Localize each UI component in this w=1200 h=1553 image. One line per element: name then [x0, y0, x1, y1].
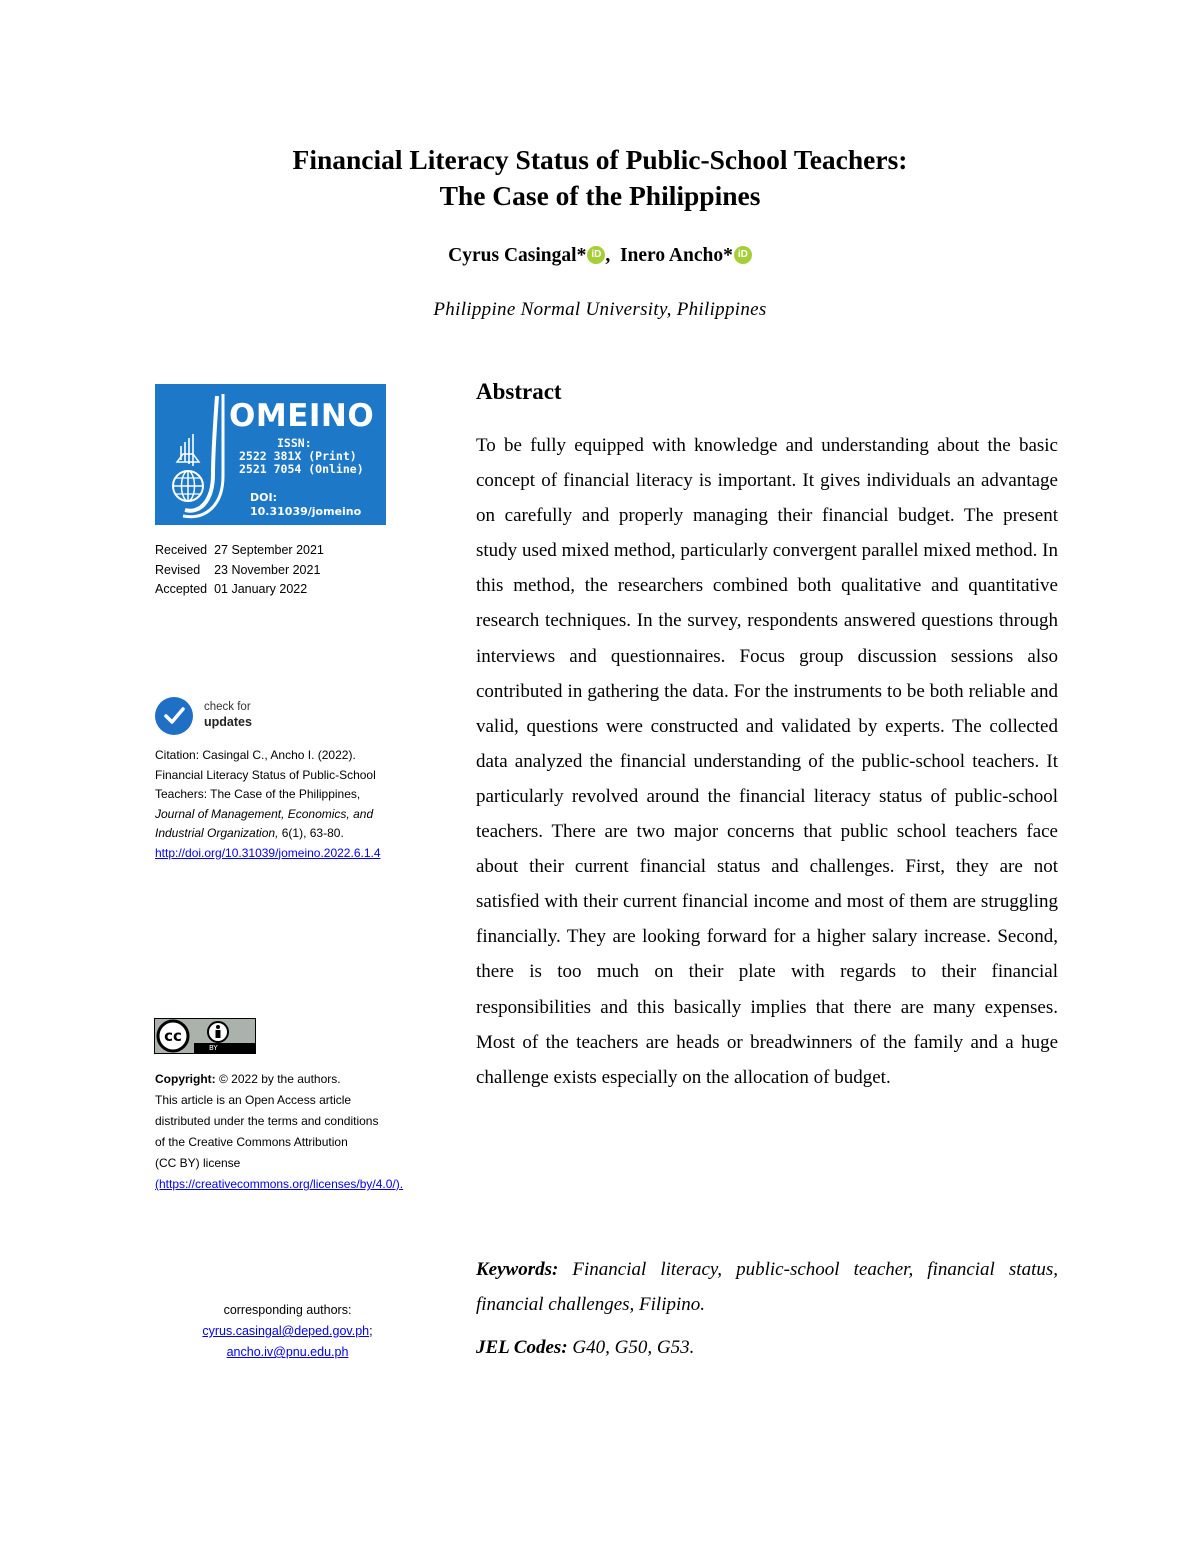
checkmark-icon: [155, 697, 193, 735]
jel-codes: [476, 1333, 1058, 1363]
check-for-updates-badge[interactable]: [155, 697, 275, 739]
author-name-2: Inero Ancho*: [619, 245, 733, 266]
email-link-2[interactable]: ancho.iv@pnu.edu.ph: [226, 1345, 349, 1359]
keywords-text: Financial literacy, public-school teacher, financial status, financial challenges, Filipino.: [476, 1259, 1058, 1315]
keywords: [476, 1252, 1058, 1322]
revised-label: Revised: [155, 562, 201, 577]
citation-block: [155, 746, 455, 863]
received-date: 27 September 2021: [214, 543, 324, 557]
revised-date: 23 November 2021: [214, 562, 321, 577]
journal-logo-doi: DOI: 10.31039/jomeino: [250, 491, 362, 518]
license-line5: (CC BY) license: [155, 1156, 241, 1170]
cc-by-license-badge[interactable]: [154, 1018, 256, 1054]
issn-label: ISSN:: [277, 436, 312, 450]
article-dates: [155, 541, 395, 600]
license-line2: This article is an Open Access article: [155, 1093, 352, 1107]
journal-logo: [155, 384, 386, 525]
citation-prefix: Citation: Casingal C., Ancho I. (2022).: [155, 748, 356, 762]
accepted-date-row: [155, 580, 395, 600]
jel-label: JEL Codes:: [476, 1337, 568, 1358]
corresponding-label: corresponding authors:: [223, 1303, 352, 1317]
abstract-heading: Abstract: [476, 379, 562, 404]
abstract-body: To be fully equipped with knowledge and understanding about the basic concept of financial literacy is important. It gives individuals an advantage on carefully and properly managing their financial budget. The present study used mixed method, particularly convergent parallel mixed method. In this method, the researchers combined both qualitative and quantitative research techniques. In the survey, respondents answered questions through interviews and questionnaires. Focus group discussion sessions also contributed in gathering the data. For the instruments to be both reliable and valid, questions were constructed and validated by experts. The collected data analyzed the financial understanding of the public-school teachers. It particularly revolved around the financial literacy status of public-school teachers. There are two major concerns that public school teachers face about their current financial status and challenges. First, they are not satisfied with their current financial income and most of them are struggling financially. They are looking forward for a higher salary increase. Second, there is too much on their plate with regards to their financial responsibilities and this basically implies that there are many expenses. Most of the teachers are heads or breadwinners of the family and a huge challenge exists especially on the allocation of budget.: [476, 435, 1058, 1088]
accepted-date: 01 January 2022: [214, 582, 308, 596]
check-for-label: check for: [204, 701, 251, 713]
paper-title-line1: Financial Literacy Status of Public-School Teachers:: [292, 144, 908, 175]
citation-doi-link[interactable]: http://doi.org/10.31039/jomeino.2022.6.1.4: [155, 845, 381, 860]
accepted-label: Accepted: [155, 582, 208, 596]
updates-label: updates: [204, 715, 252, 729]
copyright-text: © 2022 by the authors.: [219, 1072, 341, 1086]
keywords-label: Keywords:: [476, 1259, 559, 1280]
citation-journal-part2: Industrial Organization,: [155, 826, 279, 840]
email-separator: ;: [369, 1324, 373, 1338]
journal-logo-issn: [239, 437, 364, 476]
citation-title-part1: Financial Literacy Status of Public-School: [155, 767, 376, 782]
issn-online: 2521 7054 (Online): [239, 462, 364, 476]
email-link-1[interactable]: cyrus.casingal@deped.gov.ph: [202, 1324, 370, 1338]
check-for-updates-text: [204, 700, 252, 730]
citation-journal-part1: Journal of Management, Economics, and: [155, 806, 374, 821]
paper-title: [0, 142, 1200, 214]
citation-title-part2: Teachers: The Case of the Philippines,: [155, 787, 361, 801]
received-label: Received: [155, 543, 208, 557]
issn-print: 2522 381X (Print): [239, 449, 357, 463]
citation-volume: 6(1), 63-80.: [281, 826, 344, 840]
by-label: BY: [209, 1044, 218, 1052]
author-name-1: Cyrus Casingal*: [448, 245, 587, 266]
corresponding-authors: [155, 1300, 420, 1363]
revised-date-row: [155, 561, 395, 581]
license-link[interactable]: (https://creativecommons.org/licenses/by/4.0/).: [155, 1177, 404, 1191]
author-separator: ,: [605, 245, 611, 266]
journal-logo-name: OMEINO: [229, 398, 375, 434]
author-list: [0, 243, 1200, 269]
license-line3: distributed under the terms and conditions: [155, 1114, 379, 1128]
received-date-row: [155, 541, 395, 561]
copyright-block: [155, 1069, 455, 1195]
affiliation: Philippine Normal University, Philippines: [433, 299, 767, 320]
paper-title-line2: The Case of the Philippines: [439, 180, 761, 211]
cc-icon: cc: [164, 1027, 182, 1045]
license-line4: of the Creative Commons Attribution: [155, 1135, 348, 1149]
copyright-label: Copyright:: [155, 1072, 216, 1086]
orcid-icon[interactable]: iD: [734, 246, 752, 264]
orcid-icon[interactable]: iD: [587, 246, 605, 264]
jel-text: G40, G50, G53.: [572, 1337, 695, 1358]
